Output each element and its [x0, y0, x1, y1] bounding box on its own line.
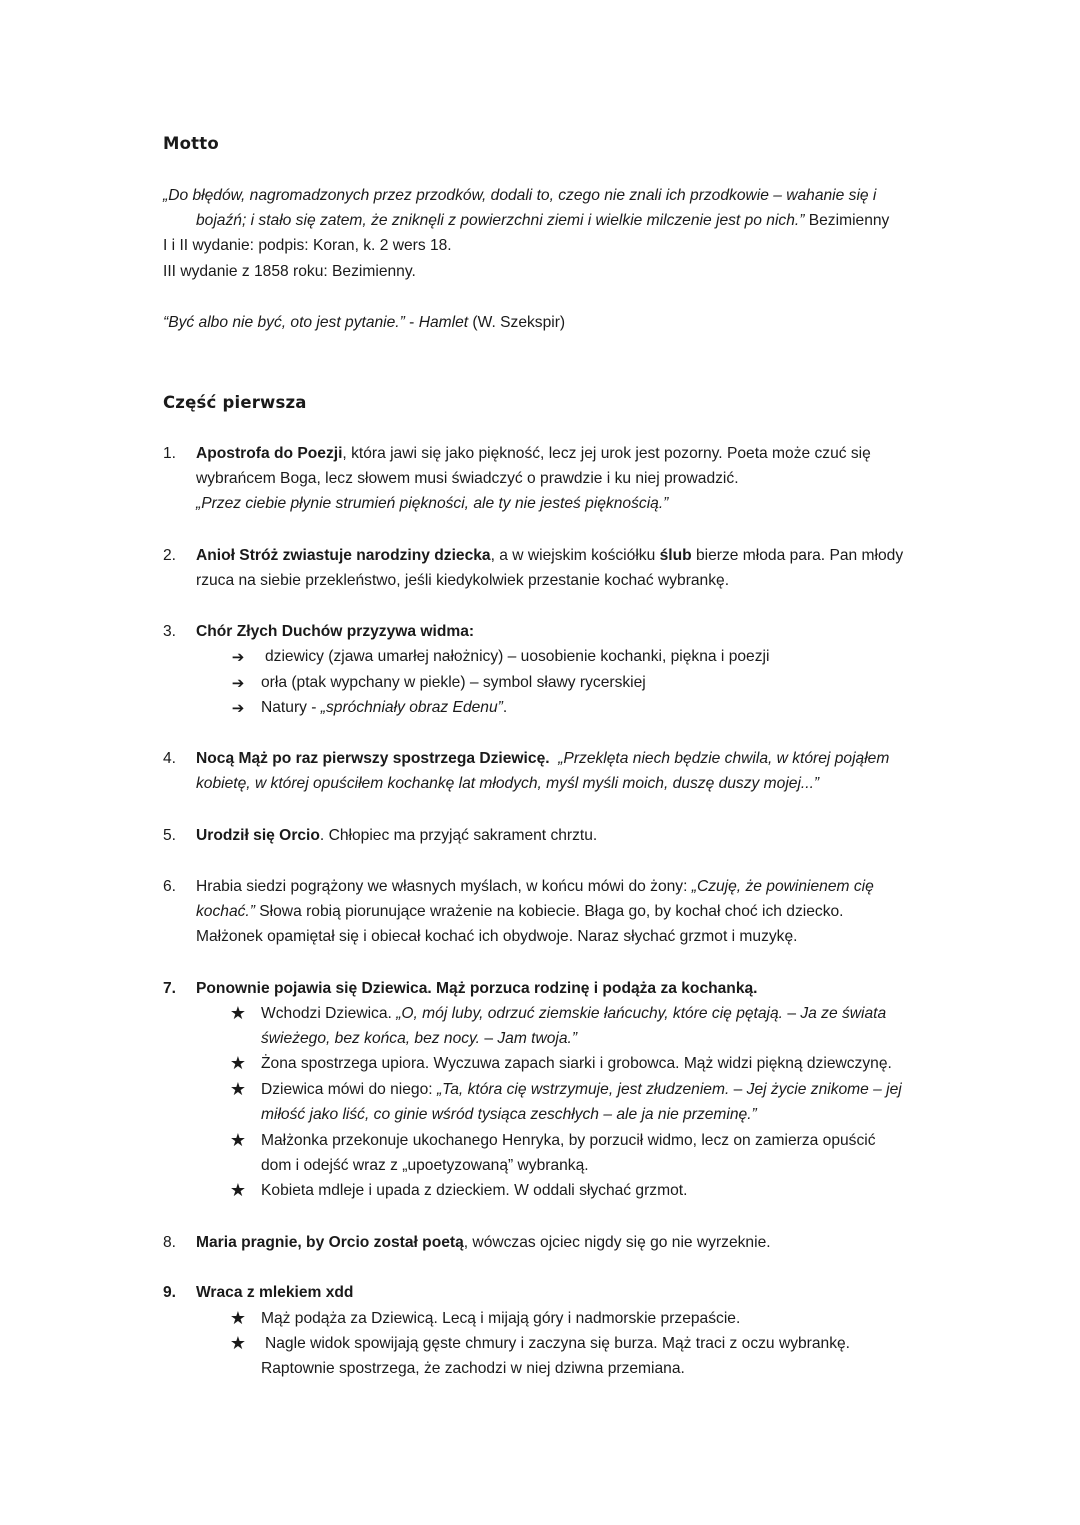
item-3-line-1: Chór Złych Duchów przyzywa widma: [196, 623, 475, 640]
item-2-line-2: rzuca na siebie przekleństwo, jeśli kiedykolwiek przestanie kochać wybrankę. [196, 572, 730, 589]
item-2-line-1: Anioł Stróż zwiastuje narodziny dziecka, a w wiejskim kościółku ślub bierze młoda para. Pan młody [196, 547, 904, 564]
star-icon: ★ [229, 1308, 247, 1329]
item-9-bullet-1: Mąż podąża za Dziewicą. Lecą i mijają góry i nadmorskie przepaście. [261, 1310, 741, 1327]
star-icon: ★ [229, 1003, 247, 1024]
item-4-line-1: Nocą Mąż po raz pierwszy spostrzega Dziewicę. „Przeklęta niech będzie chwila, w której pojąłem [196, 750, 890, 767]
item-3-bullet-2: orła (ptak wypchany w piekle) – symbol sławy rycerskiej [261, 674, 646, 691]
star-icon: ★ [229, 1333, 247, 1354]
motto-quote-line-2: bojaźń; i stało się zatem, że zniknęli z powierzchni ziemi i wielkie milczenie jest po nich.” Bezimienny [196, 212, 890, 229]
edition-note-3: III wydanie z 1858 roku: Bezimienny. [163, 263, 416, 280]
item-number: 7. [163, 980, 177, 997]
item-7-bullet-4-line-1: Małżonka przekonuje ukochanego Henryka, by porzucił widmo, lecz on zamierza opuścić [261, 1132, 876, 1149]
item-4-line-2: kobietę, w której opuściłem kochankę lat młodych, myśl myśli moich, duszę duszy mojej...” [196, 775, 820, 792]
arrow-icon: ➔ [231, 648, 245, 666]
item-7-bullet-1-line-1: Wchodzi Dziewica. „O, mój luby, odrzuć ziemskie łańcuchy, które cię pętają. – Ja ze świata [261, 1005, 887, 1022]
arrow-icon: ➔ [231, 699, 245, 717]
item-number: 5. [163, 827, 177, 844]
motto-quote-line-1: „Do błędów, nagromadzonych przez przodków, dodali to, czego nie znali ich przodkowie – wahanie się i [163, 187, 877, 204]
star-icon: ★ [229, 1180, 247, 1201]
item-7-bullet-1-line-2: świeżego, bez końca, bez nocy. – Jam twoja.” [261, 1030, 578, 1047]
item-7-bullet-2: Żona spostrzega upiora. Wyczuwa zapach siarki i grobowca. Mąż widzi piękną dziewczynę. [261, 1055, 892, 1072]
item-5-line-1: Urodził się Orcio. Chłopiec ma przyjąć sakrament chrztu. [196, 827, 598, 844]
item-7-bullet-4-line-2: dom i odejść wraz z „upoetyzowaną” wybranką. [261, 1157, 589, 1174]
item-9-line-1: Wraca z mlekiem xdd [196, 1284, 354, 1301]
item-1-line-1: Apostrofa do Poezji, która jawi się jako piękność, lecz jej urok jest pozorny. Poeta może czuć się [196, 445, 871, 462]
star-icon: ★ [229, 1053, 247, 1074]
item-7-line-1: Ponownie pojawia się Dziewica. Mąż porzuca rodzinę i podąża za kochanką. [196, 980, 758, 997]
edition-note-1: I i II wydanie: podpis: Koran, k. 2 wers 18. [163, 237, 452, 254]
item-number: 3. [163, 623, 177, 640]
item-number: 1. [163, 445, 177, 462]
item-number: 9. [163, 1284, 177, 1301]
item-9-bullet-2-line-2: Raptownie spostrzega, że zachodzi w niej dziwna przemiana. [261, 1360, 685, 1377]
item-number: 6. [163, 878, 177, 895]
item-6-line-2: kochać.” Słowa robią piorunujące wrażenie na kobiecie. Błaga go, by kochał choć ich dziecko. [196, 903, 844, 920]
item-1-quote: „Przez ciebie płynie strumień piękności, ale ty nie jesteś pięknością.” [196, 495, 669, 512]
item-7-bullet-5: Kobieta mdleje i upada z dzieckiem. W oddali słychać grzmot. [261, 1182, 688, 1199]
item-1-line-2: wybrańcem Boga, lecz słowem musi świadczyć o prawdzie i ku niej prowadzić. [196, 470, 739, 487]
item-3-bullet-1: dziewicy (zjawa umarłej nałożnicy) – uosobienie kochanki, piękna i poezji [265, 648, 770, 665]
item-number: 8. [163, 1234, 177, 1251]
item-8-line-1: Maria pragnie, by Orcio został poetą, wówczas ojciec nigdy się go nie wyrzeknie. [196, 1234, 771, 1251]
item-6-line-3: Małżonek opamiętał się i obiecał kochać ich obydwoje. Naraz słychać grzmot i muzykę. [196, 928, 798, 945]
item-7-bullet-3-line-2: miłość jako liść, co ginie wśród tysiąca zeschłych – ale ja nie przeminę.” [261, 1106, 757, 1123]
arrow-icon: ➔ [231, 674, 245, 692]
item-7-bullet-3-line-1: Dziewica mówi do niego: „Ta, która cię wstrzymuje, jest złudzeniem. – Jej życie znikome – jej [261, 1081, 902, 1098]
star-icon: ★ [229, 1079, 247, 1100]
part-one-heading: Część pierwsza [163, 393, 307, 412]
motto-heading: Motto [163, 134, 219, 153]
item-9-bullet-2-line-1: Nagle widok spowijają gęste chmury i zaczyna się burza. Mąż traci z oczu wybrankę. [265, 1335, 851, 1352]
item-number: 2. [163, 547, 177, 564]
hamlet-quote: “Być albo nie być, oto jest pytanie.” - Hamlet (W. Szekspir) [163, 314, 566, 331]
item-6-line-1: Hrabia siedzi pogrążony we własnych myślach, w końcu mówi do żony: „Czuję, że powinienem cię [196, 878, 874, 895]
star-icon: ★ [229, 1130, 247, 1151]
item-3-bullet-3: Natury - „spróchniały obraz Edenu”. [261, 699, 508, 716]
item-number: 4. [163, 750, 177, 767]
